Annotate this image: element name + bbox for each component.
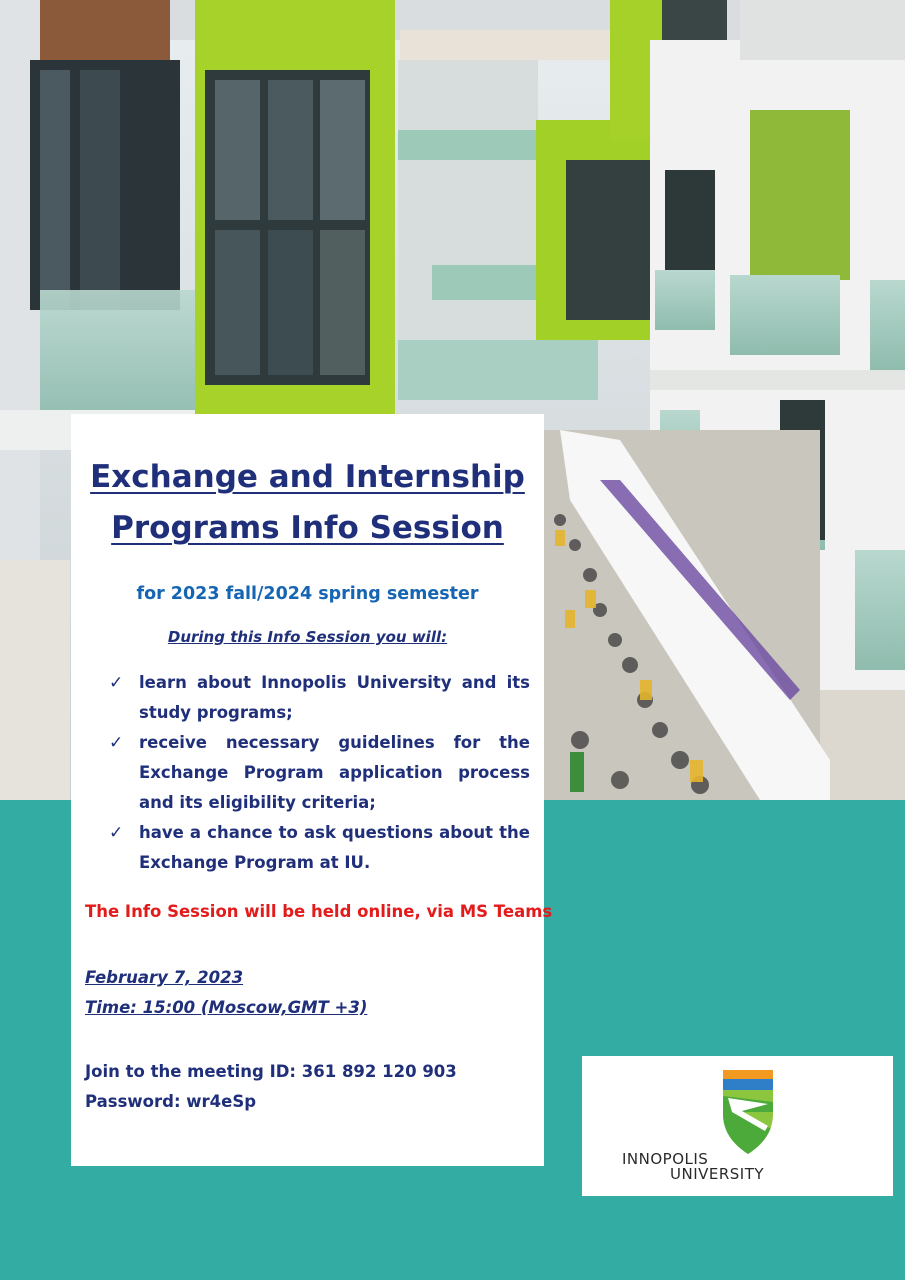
bullet-list: [85, 668, 530, 878]
logo-word-innopolis: INNOPOLIS: [622, 1150, 709, 1168]
checkmark-icon: ✓: [109, 733, 124, 753]
flyer-title: Exchange and Internship Programs Info Session: [90, 459, 525, 546]
flyer-subtitle: for 2023 fall/2024 spring semester: [136, 584, 479, 604]
list-item: ✓ have a chance to ask questions about the Exchange Program at IU.: [85, 818, 530, 878]
checkmark-icon: ✓: [109, 673, 124, 693]
session-date: February 7, 2023: [85, 968, 244, 987]
checkmark-icon: ✓: [109, 823, 124, 843]
logo-word-university: UNIVERSITY: [670, 1165, 765, 1183]
logo-card: [582, 1056, 893, 1196]
meeting-password: Password: wr4eSp: [85, 1092, 257, 1111]
session-intro: During this Info Session you will:: [167, 628, 448, 646]
list-item: ✓ learn about Innopolis University and its study programs;: [85, 668, 530, 728]
meeting-id: Join to the meeting ID: 361 892 120 903: [85, 1062, 457, 1081]
session-time: Time: 15:00 (Moscow,GMT +3): [85, 998, 368, 1017]
logo-wordmark: [622, 1150, 852, 1190]
online-note: The Info Session will be held online, via MS Teams: [85, 902, 553, 921]
info-card: [71, 414, 553, 1166]
list-item: ✓ receive necessary guidelines for the Exchange Program application process and its eligibility criteria;: [85, 728, 530, 818]
